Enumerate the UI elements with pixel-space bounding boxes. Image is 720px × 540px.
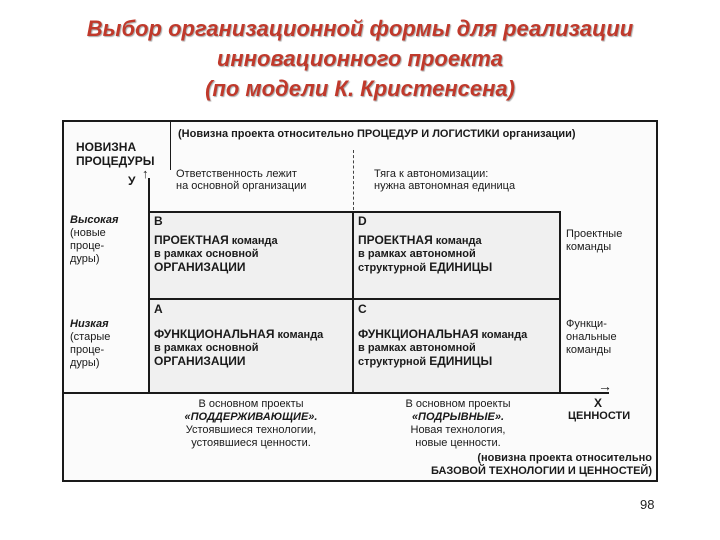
col-header-2-line-2: нужна автономная единица	[374, 180, 516, 192]
col-header-divider	[353, 150, 354, 210]
bottom-note	[400, 452, 652, 478]
quadrant-a-unit: ОРГАНИЗАЦИИ	[154, 354, 246, 368]
right-label-functional-l3: команды	[566, 344, 612, 356]
slide-title	[0, 14, 720, 104]
col-header-autonomous	[374, 168, 554, 192]
quadrant-a-team: команда	[277, 329, 324, 341]
quadrant-c-type: ФУНКЦИОНАЛЬНАЯ	[358, 327, 479, 341]
col-header-1-line-2: на основной организации	[176, 180, 307, 192]
row-label-high-l3: проце-	[70, 240, 105, 252]
bottom-col-1-l2: «ПОДДЕРЖИВАЮЩИЕ».	[184, 411, 318, 423]
bottom-note-line-2: БАЗОВОЙ ТЕХНОЛОГИИ И ЦЕННОСТЕЙ)	[431, 465, 652, 477]
row-label-low-l2: (старые	[70, 331, 111, 343]
row-label-high	[70, 214, 118, 266]
quadrant-c	[358, 302, 556, 369]
title-line-2: инновационного проекта	[216, 46, 504, 71]
top-note: (Новизна проекта относительно ПРОЦЕДУР И ЛОГИСТИКИ организации)	[178, 128, 576, 140]
quadrant-a-context: в рамках основной	[154, 342, 259, 354]
quadrant-d	[358, 214, 556, 275]
quadrant-c-team: команда	[481, 329, 528, 341]
grid-top-line	[150, 211, 560, 213]
quadrant-d-unit: ЕДИНИЦЫ	[429, 260, 493, 274]
right-label-functional-teams	[566, 318, 617, 357]
quadrant-c-structure: структурной	[358, 356, 427, 368]
grid-middle-line	[150, 298, 560, 300]
bottom-col-disruptive	[358, 398, 558, 450]
right-label-project-teams	[566, 228, 622, 254]
quadrant-b-type: ПРОЕКТНАЯ	[154, 233, 229, 247]
right-label-project-l1: Проектные	[566, 228, 623, 240]
quadrant-c-unit: ЕДИНИЦЫ	[429, 354, 493, 368]
quadrant-a	[154, 302, 348, 368]
x-axis-line	[64, 392, 609, 394]
row-label-high-l4: дуры)	[70, 253, 100, 265]
x-axis-symbol: X	[594, 396, 603, 410]
quadrant-d-context: в рамках автономной	[358, 248, 476, 260]
col-header-1-line-1: Ответственность лежит	[176, 168, 297, 180]
grid-right-vline	[559, 211, 561, 394]
right-label-functional-l2: ональные	[566, 331, 617, 343]
row-label-high-l1: Высокая	[70, 214, 119, 226]
right-label-functional-l1: Функци-	[566, 318, 607, 330]
bottom-col-1-l3: Устоявшиеся технологии,	[185, 424, 317, 436]
quadrant-a-letter: A	[154, 302, 163, 316]
y-axis-title	[76, 140, 155, 168]
bottom-col-2-l4: новые ценности.	[415, 437, 501, 449]
grid-center-vline	[352, 211, 354, 394]
row-label-low-l3: проце-	[70, 344, 105, 356]
quadrant-c-context: в рамках автономной	[358, 342, 476, 354]
title-line-3: (по модели К. Кристенсена)	[205, 76, 515, 101]
quadrant-b-context: в рамках основной	[154, 248, 259, 260]
quadrant-b-letter: B	[154, 214, 163, 228]
quadrant-d-team: команда	[435, 235, 482, 247]
y-axis-title-line-1: НОВИЗНА	[76, 140, 137, 154]
bottom-col-1-l4: устоявшиеся ценности.	[191, 437, 311, 449]
bottom-col-2-l2: «ПОДРЫВНЫЕ».	[411, 411, 505, 423]
right-label-project-l2: команды	[566, 241, 612, 253]
y-title-separator	[170, 122, 171, 170]
bottom-col-2-l3: Новая технология,	[410, 424, 506, 436]
quadrant-d-structure: структурной	[358, 262, 427, 274]
row-label-low-l4: дуры)	[70, 357, 100, 369]
y-axis-title-line-2: ПРОЦЕДУРЫ	[76, 154, 155, 168]
bottom-col-1-l1: В основном проекты	[198, 398, 304, 410]
x-axis-title: ЦЕННОСТИ	[568, 410, 631, 422]
quadrant-d-letter: D	[358, 214, 367, 228]
christensen-diagram	[62, 120, 658, 482]
row-label-high-l2: (новые	[70, 227, 106, 239]
x-axis-arrow-icon: →	[598, 378, 612, 394]
quadrant-b-team: команда	[231, 235, 278, 247]
quadrant-b-unit: ОРГАНИЗАЦИИ	[154, 260, 246, 274]
y-axis-arrow-icon: ↑	[142, 166, 149, 181]
bottom-col-2-l1: В основном проекты	[405, 398, 511, 410]
quadrant-c-letter: C	[358, 302, 367, 316]
col-header-main-org	[176, 168, 346, 192]
bottom-col-sustaining	[154, 398, 348, 450]
y-axis-symbol: У	[128, 174, 136, 188]
quadrant-b	[154, 214, 348, 274]
row-label-low-l1: Низкая	[70, 318, 109, 330]
quadrant-d-type: ПРОЕКТНАЯ	[358, 233, 433, 247]
row-label-low	[70, 318, 110, 370]
col-header-2-line-1: Тяга к автономизации:	[374, 168, 489, 180]
page-number: 98	[640, 497, 655, 512]
quadrant-a-type: ФУНКЦИОНАЛЬНАЯ	[154, 327, 275, 341]
title-line-1: Выбор организационной формы для реализации	[86, 16, 634, 41]
bottom-note-line-1: (новизна проекта относительно	[477, 452, 652, 464]
